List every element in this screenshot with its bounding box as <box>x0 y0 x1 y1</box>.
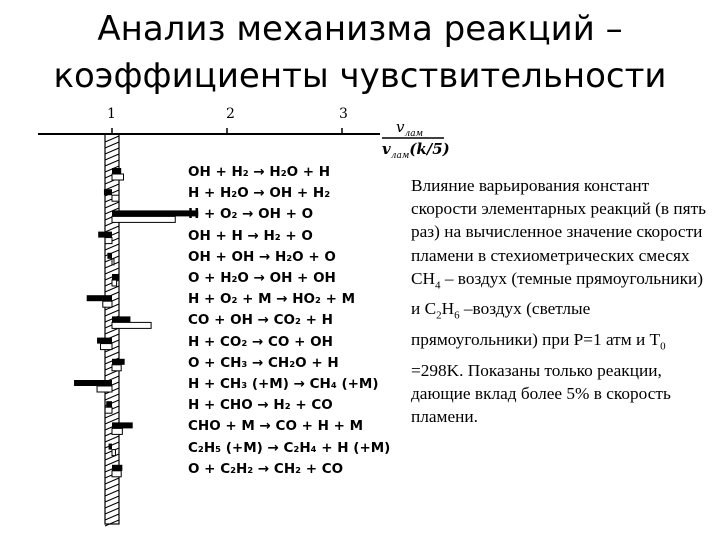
bar-light-C2H6 <box>101 344 113 350</box>
bar-light-C2H6 <box>97 386 112 392</box>
baseline-hatch <box>105 202 119 208</box>
reaction-label: OH + H → H₂ + O <box>188 227 313 244</box>
baseline-hatch <box>105 244 119 250</box>
bar-light-C2H6 <box>112 471 121 477</box>
baseline-hatch <box>105 514 119 520</box>
baseline-hatch <box>105 142 119 148</box>
reaction-label: O + H₂O → OH + OH <box>188 270 336 286</box>
bar-light-C2H6 <box>112 174 124 180</box>
baseline-hatch <box>105 508 119 514</box>
reaction-label: OH + H₂ → H₂O + H <box>188 164 331 180</box>
baseline-hatch <box>105 502 119 508</box>
baseline-hatch <box>105 160 119 166</box>
bar-light-C2H6 <box>112 216 175 222</box>
bar-dark-CH4 <box>112 359 125 365</box>
bar-dark-CH4 <box>74 380 112 386</box>
reaction-label: CHO + M → CO + H + M <box>188 418 364 435</box>
bar-light-C2H6 <box>103 301 112 307</box>
bar-light-C2H6 <box>105 238 112 244</box>
axis-label-denominator: $v_{лам}(k/5)$ <box>382 140 450 161</box>
baseline-hatch <box>105 310 119 316</box>
bar-dark-CH4 <box>112 422 133 428</box>
bar-light-C2H6 <box>112 365 121 371</box>
baseline-hatch <box>105 148 119 154</box>
baseline-hatch <box>105 496 119 502</box>
bar-dark-CH4 <box>107 253 112 259</box>
reaction-label: CO + OH → CO₂ + H <box>188 312 333 329</box>
bar-dark-CH4 <box>109 444 112 450</box>
bar-dark-CH4 <box>112 168 121 174</box>
reaction-label: H + O₂ + M → HO₂ + M <box>188 291 356 308</box>
bar-light-C2H6 <box>112 195 119 201</box>
bar-dark-CH4 <box>97 338 112 344</box>
baseline-hatch <box>105 490 119 496</box>
reaction-label: C₂H₅ (+M) → C₂H₄ + H (+M) <box>188 439 391 456</box>
baseline-hatch <box>105 436 119 442</box>
reaction-label: H + H₂O → OH + H₂ <box>188 185 331 202</box>
reaction-label: H + O₂ → OH + O <box>188 206 314 223</box>
baseline-hatch <box>105 268 119 274</box>
reaction-label: H + CH₃ (+M) → CH₄ (+M) <box>188 376 379 392</box>
bar-light-C2H6 <box>105 407 112 413</box>
reaction-label: O + C₂H₂ → CH₂ + CO <box>188 460 344 477</box>
reaction-label: H + CO₂ → CO + OH <box>188 333 333 350</box>
bar-dark-CH4 <box>87 295 112 301</box>
baseline-hatch <box>105 484 119 490</box>
bar-dark-CH4 <box>112 210 198 216</box>
baseline-hatch <box>105 226 119 232</box>
bar-dark-CH4 <box>112 465 122 471</box>
reaction-label: H + CHO → H₂ + CO <box>188 397 333 414</box>
figure-caption: Влияние варьирования констант скорости элементарных реакций (в пять раз) на вычисленное значение скорости пламени в стехиометрических смесях $CH_4$ – воздух (темные прямоугольники) и $C_2H_6$ –воздух (светлые прямоугольники) при P=1 атм и $T_0 =298K$. Показаны только реакции, дающие вклад более 5% в скорость пламени. <box>411 176 706 427</box>
baseline-hatch <box>105 520 119 526</box>
bar-dark-CH4 <box>112 274 119 280</box>
bar-light-C2H6 <box>112 322 151 328</box>
x-tick-label: 1 <box>107 106 116 122</box>
baseline-hatch <box>105 184 119 190</box>
baseline-hatch <box>105 478 119 484</box>
bar-dark-CH4 <box>98 232 112 238</box>
baseline-hatch <box>105 154 119 160</box>
baseline-hatch <box>105 394 119 400</box>
bar-dark-CH4 <box>104 189 112 195</box>
page-title: Анализ механизма реакций – коэффициенты чувствительности <box>53 9 667 96</box>
bar-dark-CH4 <box>112 316 130 322</box>
reaction-label: OH + OH → H₂O + O <box>188 248 336 265</box>
x-tick-label: 3 <box>339 106 348 122</box>
bar-dark-CH4 <box>106 401 112 407</box>
x-tick-label: 2 <box>226 106 235 122</box>
bar-light-C2H6 <box>112 450 115 456</box>
baseline-hatch <box>105 352 119 358</box>
baseline-hatch <box>105 286 119 292</box>
bar-light-C2H6 <box>112 428 122 434</box>
reaction-label: O + CH₃ → CH₂O + H <box>188 354 339 371</box>
bar-light-C2H6 <box>112 259 114 265</box>
baseline-hatch <box>105 136 119 142</box>
axis-label-numerator: $v_{лам}$ <box>396 118 424 139</box>
bar-light-C2H6 <box>112 280 117 286</box>
